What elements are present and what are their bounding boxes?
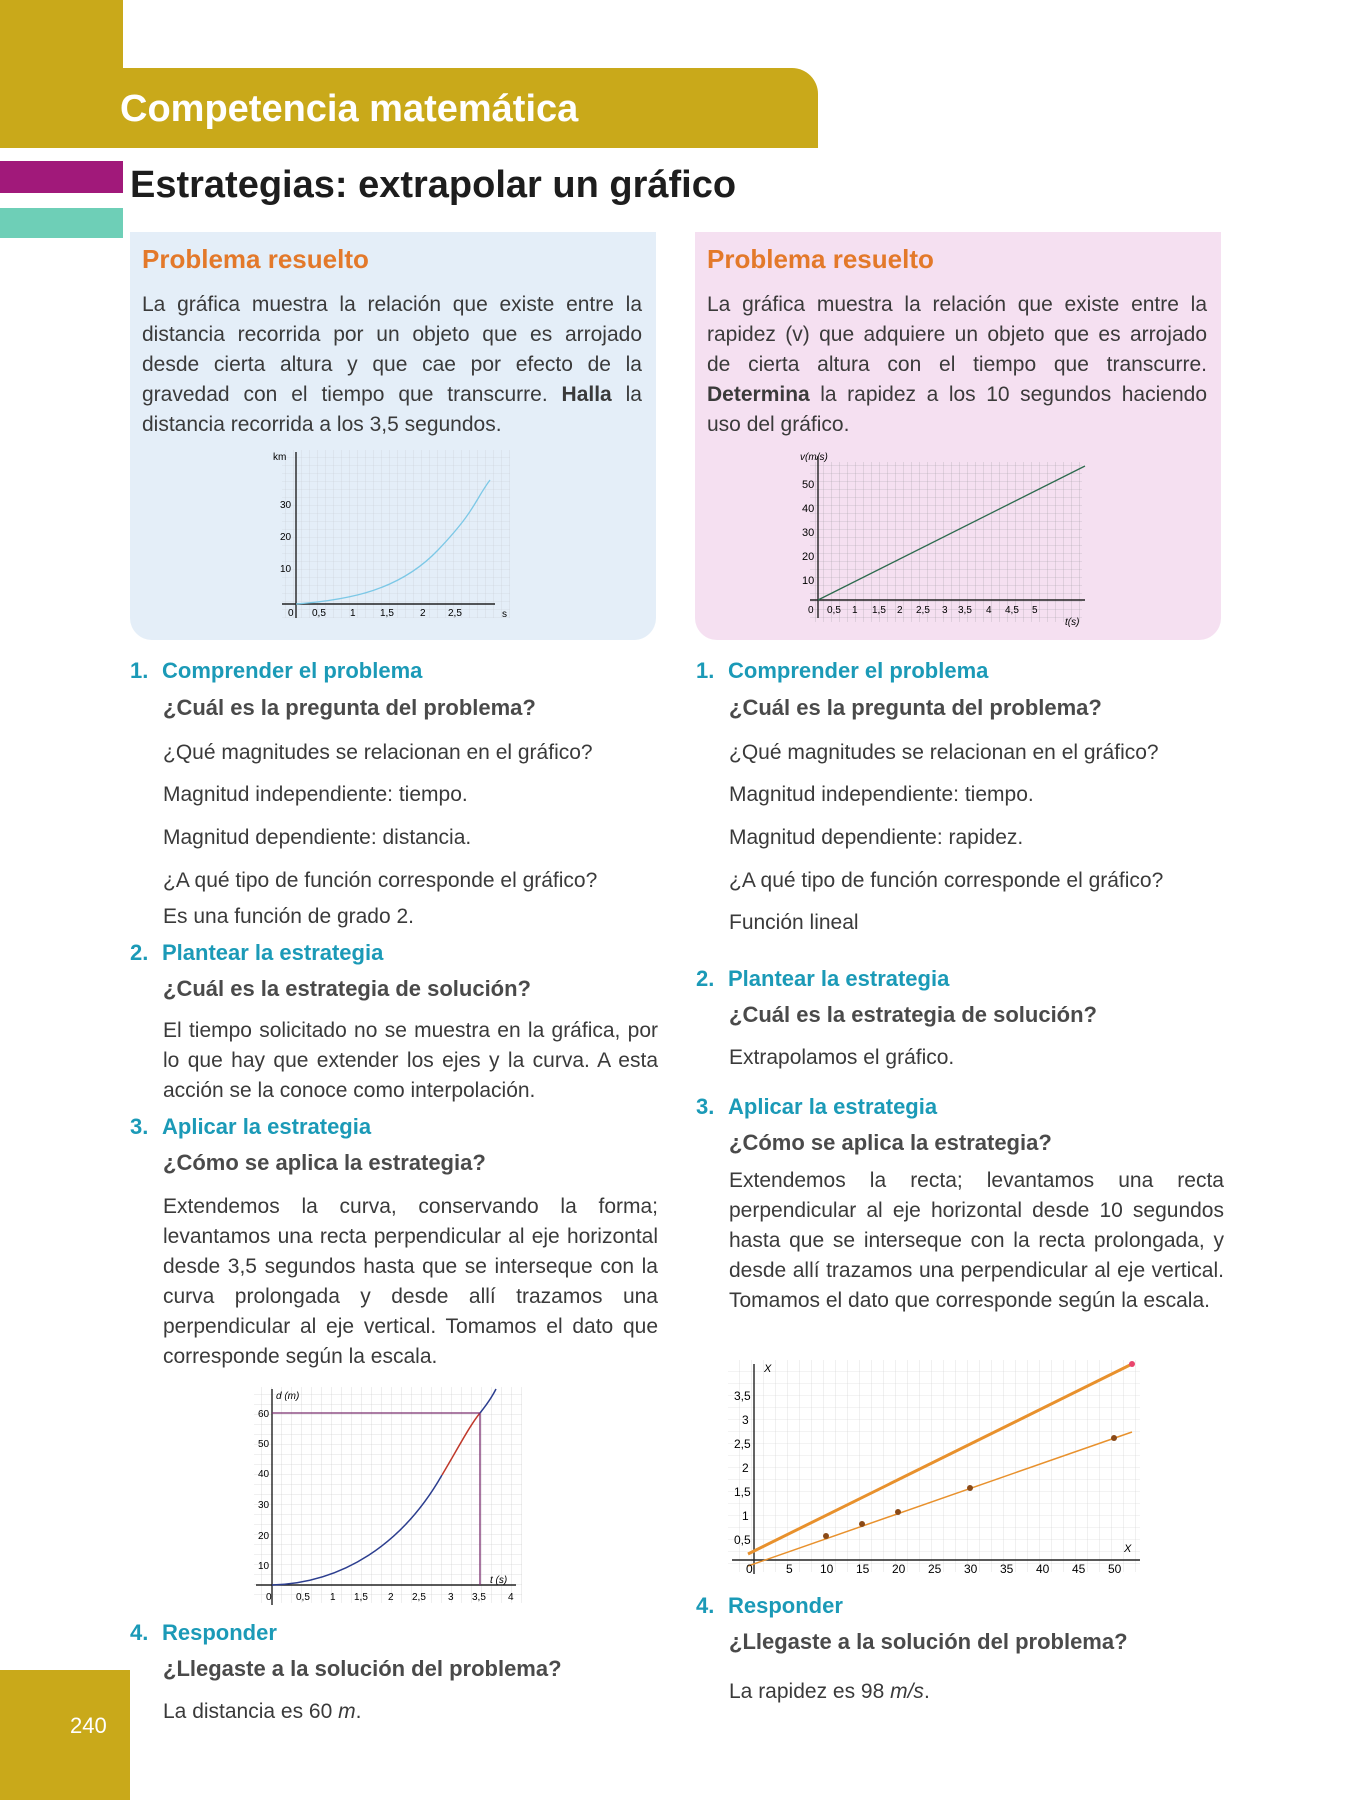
y-tick: 40 <box>258 1469 270 1480</box>
step-1-line: Magnitud dependiente: rapidez. <box>729 826 1024 849</box>
x-tick: 35 <box>1000 1562 1014 1576</box>
step-2-question: ¿Cuál es la estrategia de solución? <box>163 976 531 1001</box>
answer-end: . <box>355 1700 362 1723</box>
x-tick: 0,5 <box>312 608 326 619</box>
y-tick: 0,5 <box>734 1533 751 1547</box>
step-3-question: ¿Cómo se aplica la estrategia? <box>729 1130 1052 1155</box>
strategy-title: Estrategias: extrapolar un gráfico <box>130 164 737 206</box>
step-2-heading <box>130 940 383 966</box>
step-2-text: El tiempo solicitado no se muestra en la gráfica, por lo que hay que extender los ejes y la curva. A esta acción se la conoce como interpolación. <box>163 1019 658 1102</box>
step-number: 4. <box>696 1593 715 1618</box>
answer-unit: m <box>338 1700 356 1723</box>
x-tick: 10 <box>820 1562 834 1576</box>
step-1-line: ¿Qué magnitudes se relacionan en el gráfico? <box>729 741 1159 764</box>
y-tick: 10 <box>802 575 815 587</box>
step-title: Comprender el problema <box>162 658 423 683</box>
answer-text: La distancia es 60 <box>163 1700 339 1723</box>
data-point <box>823 1533 829 1539</box>
step-title: Responder <box>728 1593 843 1618</box>
box-title: Problema resuelto <box>142 244 369 274</box>
x-axis-label: s <box>502 609 507 620</box>
step-title: Plantear la estrategia <box>162 940 384 965</box>
header-corner-block <box>0 0 123 70</box>
statement-text: La gráfica muestra la relación que existe entre la rapidez (v) que adquiere un objeto que es arrojado de cierta altura con el tiempo que transcurre. <box>707 293 1207 376</box>
problem-statement <box>707 290 1207 440</box>
step-number: 4. <box>130 1620 149 1645</box>
step-4-heading <box>696 1593 843 1619</box>
x-tick: 2,5 <box>916 605 930 616</box>
step-title: Responder <box>162 1620 277 1645</box>
step-number: 1. <box>696 658 715 683</box>
pink-accent-bar <box>0 161 123 193</box>
x-tick: 2 <box>388 1592 394 1603</box>
x-tick: 0,5 <box>827 605 841 616</box>
y-tick: 50 <box>258 1439 270 1450</box>
grid <box>254 1387 522 1603</box>
step-4-heading <box>130 1620 277 1646</box>
x-tick: 50 <box>1108 1562 1122 1576</box>
x-tick: 1 <box>852 605 858 616</box>
y-axis-label: v(m/s) <box>800 452 828 463</box>
y-tick: 1 <box>742 1509 749 1523</box>
distance-graph <box>270 450 520 630</box>
step-4-question: ¿Llegaste a la solución del problema? <box>163 1656 562 1681</box>
grid <box>282 450 510 618</box>
page-number-strip <box>0 1670 130 1800</box>
x-tick: 25 <box>928 1562 942 1576</box>
teal-accent-bar <box>0 208 123 238</box>
step-number: 2. <box>696 966 715 991</box>
y-tick: 50 <box>802 479 815 491</box>
step-4-answer <box>163 1697 361 1727</box>
y-axis-label: X <box>764 1363 772 1375</box>
y-tick: 2,5 <box>734 1437 751 1451</box>
step-3-heading <box>130 1114 371 1140</box>
step-1-line: Magnitud independiente: tiempo. <box>729 783 1034 806</box>
step-1-line: ¿A qué tipo de función corresponde el gráfico? <box>163 869 598 892</box>
problem-statement <box>142 290 642 440</box>
step-title: Comprender el problema <box>728 658 989 683</box>
speed-graph <box>800 450 1090 630</box>
step-1-heading <box>130 658 422 684</box>
data-point <box>859 1521 865 1527</box>
extrapolated-distance-graph <box>252 1385 524 1607</box>
statement-keyword: Determina <box>707 383 810 406</box>
y-tick: 3,5 <box>734 1389 751 1403</box>
y-tick: 40 <box>802 503 815 515</box>
data-point <box>895 1509 901 1515</box>
step-3-text: Extendemos la recta; levantamos una recta perpendicular al eje horizontal desde 10 segundos hasta que se interseque con la recta prolongada, y desde allí trazamos una perpendicular al eje vertical. Tomamos el dato que corresponde según la escala. <box>729 1169 1224 1312</box>
y-tick: 20 <box>258 1531 270 1542</box>
x-tick: 2,5 <box>412 1592 426 1603</box>
answer-text: La rapidez es 98 <box>729 1680 891 1703</box>
x-tick: 5 <box>786 1562 793 1576</box>
step-number: 3. <box>130 1114 149 1139</box>
solved-problem-box-left <box>130 232 656 640</box>
step-number: 1. <box>130 658 149 683</box>
x-tick: 0,5 <box>296 1592 310 1603</box>
x-tick: 1,5 <box>380 608 394 619</box>
y-tick: 10 <box>280 564 292 575</box>
y-tick: 20 <box>280 532 292 543</box>
step-4-answer <box>729 1677 930 1707</box>
step-3-heading <box>696 1094 937 1120</box>
step-2-question: ¿Cuál es la estrategia de solución? <box>729 1002 1097 1027</box>
x-tick: 0 <box>266 1592 272 1603</box>
data-point <box>967 1485 973 1491</box>
grid <box>810 462 1082 622</box>
y-tick: 1,5 <box>734 1485 751 1499</box>
x-axis-label: t (s) <box>490 1575 508 1586</box>
step-title: Aplicar la estrategia <box>728 1094 938 1119</box>
step-number: 2. <box>130 940 149 965</box>
x-tick: 0 <box>808 605 814 616</box>
x-tick: 4 <box>986 605 992 616</box>
step-title: Plantear la estrategia <box>728 966 950 991</box>
x-tick: 1,5 <box>354 1592 368 1603</box>
step-1-heading <box>696 658 988 684</box>
step-1-line: Magnitud independiente: tiempo. <box>163 783 468 806</box>
box-title: Problema resuelto <box>707 244 934 274</box>
extrapolated-speed-graph <box>728 1360 1142 1576</box>
step-title: Aplicar la estrategia <box>162 1114 372 1139</box>
y-tick: 30 <box>802 527 815 539</box>
answer-end: . <box>923 1680 930 1703</box>
step-2-heading <box>696 966 949 992</box>
answer-unit: m/s <box>890 1680 924 1703</box>
x-tick: 1 <box>350 608 356 619</box>
section-title: Competencia matemática <box>120 88 579 130</box>
x-tick: 3,5 <box>958 605 972 616</box>
x-tick: 3,5 <box>472 1592 486 1603</box>
y-axis-label: km <box>273 452 287 463</box>
solved-problem-box-right <box>695 232 1221 640</box>
step-3-question: ¿Cómo se aplica la estrategia? <box>163 1150 486 1175</box>
x-tick: 2 <box>897 605 903 616</box>
x-tick: 2,5 <box>448 608 462 619</box>
step-number: 3. <box>696 1094 715 1119</box>
y-tick: 3 <box>742 1413 749 1427</box>
y-tick: 10 <box>258 1561 270 1572</box>
x-tick: 3 <box>448 1592 454 1603</box>
x-tick: 4,5 <box>1005 605 1019 616</box>
step-1-line: Es una función de grado 2. <box>163 905 415 928</box>
x-tick: 30 <box>964 1562 978 1576</box>
step-3-text: Extendemos la curva, conservando la forma; levantamos una recta perpendicular al eje horizontal desde 3,5 segundos hasta que se interseque con la curva prolongada y desde allí trazamos una perpendicular al eje vertical. Tomamos el dato que corresponde según la escala. <box>163 1195 658 1368</box>
statement-text: la distancia recorrida a los 3,5 segundos. <box>142 383 642 436</box>
page-number: 240 <box>70 1713 107 1738</box>
x-tick: 15 <box>856 1562 870 1576</box>
y-tick: 20 <box>802 551 815 563</box>
step-1-question: ¿Cuál es la pregunta del problema? <box>729 695 1102 720</box>
x-tick: 2 <box>420 608 426 619</box>
intersection-point <box>1129 1361 1135 1367</box>
x-tick: 4 <box>508 1592 514 1603</box>
data-point <box>1111 1435 1117 1441</box>
x-tick: 1 <box>330 1592 336 1603</box>
x-tick: 0 <box>746 1562 753 1576</box>
x-tick: 40 <box>1036 1562 1050 1576</box>
step-4-question: ¿Llegaste a la solución del problema? <box>729 1629 1128 1654</box>
step-1-line: Magnitud dependiente: distancia. <box>163 826 472 849</box>
statement-text: la rapidez a los 10 segundos haciendo uso del gráfico. <box>707 383 1207 436</box>
statement-keyword: Halla <box>561 383 612 406</box>
x-tick: 0 <box>288 608 294 619</box>
y-tick: 2 <box>742 1461 749 1475</box>
x-tick: 1,5 <box>872 605 886 616</box>
x-tick: 5 <box>1032 605 1038 616</box>
x-axis-label: X <box>1124 1543 1132 1555</box>
step-1-line: ¿A qué tipo de función corresponde el gráfico? <box>729 869 1164 892</box>
x-tick: 20 <box>892 1562 906 1576</box>
step-2-text: Extrapolamos el gráfico. <box>729 1046 955 1069</box>
step-1-question: ¿Cuál es la pregunta del problema? <box>163 695 536 720</box>
step-1-line: ¿Qué magnitudes se relacionan en el gráfico? <box>163 741 593 764</box>
x-axis-label: t(s) <box>1065 617 1080 628</box>
y-tick: 30 <box>258 1500 270 1511</box>
statement-text: La gráfica muestra la relación que existe entre la distancia recorrida por un objeto que es arrojado desde cierta altura y que cae por efecto de la gravedad con el tiempo que transcurre. <box>142 293 642 406</box>
x-tick: 3 <box>942 605 948 616</box>
step-1-line: Función lineal <box>729 911 859 934</box>
x-tick: 45 <box>1072 1562 1086 1576</box>
y-tick: 30 <box>280 500 292 511</box>
y-axis-label: d (m) <box>276 1391 300 1402</box>
y-tick: 60 <box>258 1409 270 1420</box>
